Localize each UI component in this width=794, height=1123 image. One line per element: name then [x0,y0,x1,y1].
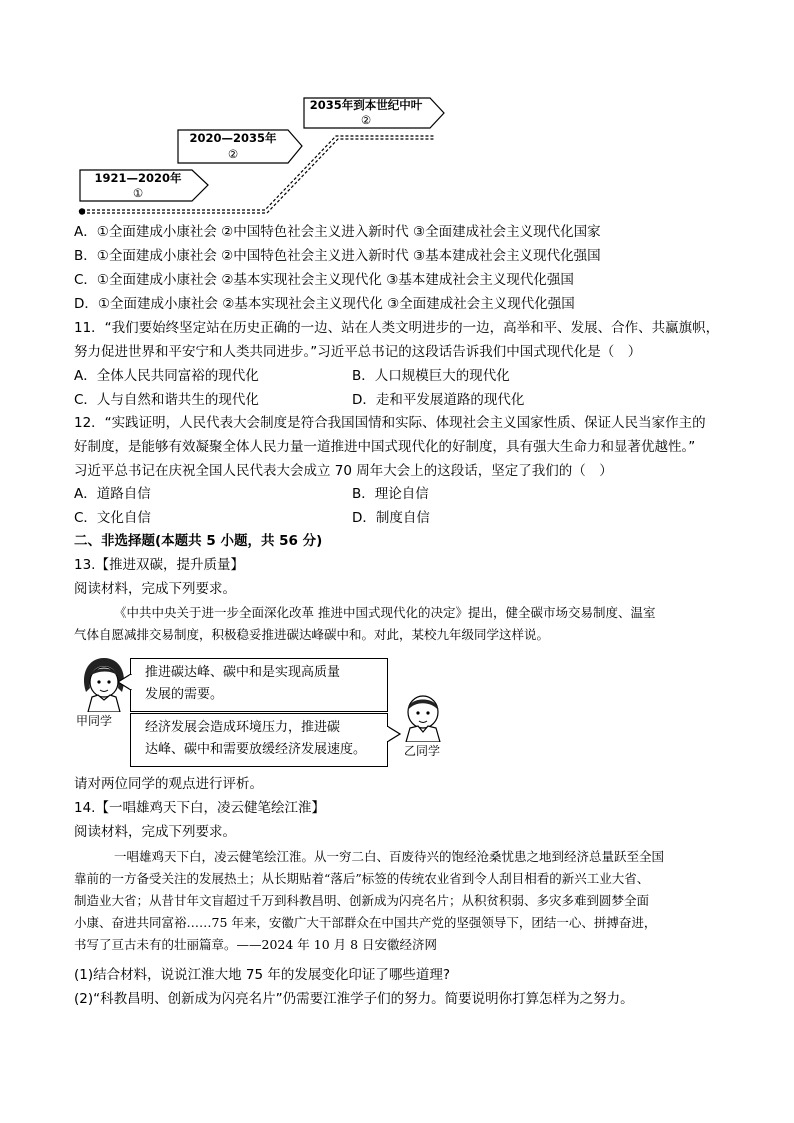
q12-stem-line3: 习近平总书记在庆祝全国人民代表大会成立 70 周年大会上的这段话，坚定了我们的（ ） [74,463,613,479]
q14-instruction: 阅读材料，完成下列要求。 [74,824,236,840]
q14-material [74,846,734,956]
timeline-figure [70,92,450,217]
q11-option-b: B．人口规模巨大的现代化 [352,368,510,384]
student-b-label: 乙同学 [404,744,441,758]
section2-title: 二、非选择题(本题共 5 小题，共 56 分) [74,533,323,549]
stage3-mark: ② [360,113,372,127]
student-b-speech-line2: 达峰、碳中和需要放缓经济发展速度。 [145,742,367,757]
student-a-label: 甲同学 [76,714,113,728]
q10-option-c: C．①全面建成小康社会 ②基本实现社会主义现代化 ③基本建成社会主义现代化强国 [74,272,574,288]
q14-material-line4: 小康、奋进共同富裕……75 年来，安徽广大干部群众在中国共产党的坚强领导下，团结一心、拼搏奋进， [74,915,657,930]
student-b-avatar [398,690,448,742]
q11-option-a: A．全体人民共同富裕的现代化 [74,368,259,384]
q14-material-line5: 书写了亘古未有的壮丽篇章。——2024 年 10 月 8 日安徽经济网 [74,937,438,952]
stage1-mark: ① [132,186,144,200]
q13-material-line1: 《中共中央关于进一步全面深化改革 推进中国式现代化的决定》提出，健全碳市场交易制度、温室 [114,605,656,620]
q11-option-d: D．走和平发展道路的现代化 [352,392,525,408]
student-b-speech-line1: 经济发展会造成环境压力，推进碳 [145,720,341,735]
q12-stem-line2: 好制度，是能够有效凝聚全体人民力量一道推进中国式现代化的好制度，具有强大生命力和显著优越性。” [74,439,696,455]
q13-material-line2: 气体自愿减排交易制度，积极稳妥推进碳达峰碳中和。对此，某校九年级同学这样说。 [74,627,550,642]
student-b-speech [130,713,388,767]
q11-stem-line2: 努力促进世界和平安宁和人类共同进步。”习近平总书记的这段话告诉我们中国式现代化是（ ） [74,344,642,360]
q14-material-line2: 靠前的一方备受关注的发展热土；从长期贴着“落后”标签的传统农业省到令人刮目相看的新兴工业大省、 [74,871,650,886]
stage2-period: 2020—2035年 [189,131,277,145]
q10-option-d: D．①全面建成小康社会 ②基本实现社会主义现代化 ③全面建成社会主义现代化强国 [74,296,575,312]
stage2-mark: ② [227,147,239,161]
q13-material [74,602,734,646]
q14-material-line1: 一唱雄鸡天下白，凌云健笔绘江淮。从一穷二白、百废待兴的饱经沧桑忧患之地到经济总量跃至全国 [114,849,665,864]
q12-option-d: D．制度自信 [352,510,430,526]
stage1-period: 1921—2020年 [94,171,182,185]
q14-sub2: (2)“科教昌明、创新成为闪亮名片”仍需要江淮学子们的努力。简要说明你打算怎样为之努力。 [74,991,634,1007]
q13-title: 13.【推进双碳，提升质量】 [74,557,244,573]
q14-title: 14.【一唱雄鸡天下白，凌云健笔绘江淮】 [74,800,325,816]
student-a-speech-line1: 推进碳达峰、碳中和是实现高质量 [145,665,341,680]
stage3-period: 2035年到本世纪中叶 [309,98,423,112]
student-a-speech-line2: 发展的需要。 [145,687,224,702]
q12-option-a: A．道路自信 [74,486,151,502]
q12-option-b: B．理论自信 [352,486,429,502]
q14-sub1: (1)结合材料，说说江淮大地 75 年的发展变化印证了哪些道理? [74,967,451,983]
q12-stem-line1: 12．“实践证明，人民代表大会制度是符合我国国情和实际、体现社会主义国家性质、保证人民当家作主的 [74,415,706,431]
q14-material-line3: 制造业大省；从昔甘年文盲超过千万到科教昌明、创新成为闪亮名片；从积贫积弱、多灾多难到圆梦全面 [74,893,650,908]
student-a-speech [130,658,388,712]
q11-option-c: C．人与自然和谐共生的现代化 [74,392,259,408]
q10-option-b: B．①全面建成小康社会 ②中国特色社会主义进入新时代 ③基本建成社会主义现代化强国 [74,248,601,264]
student-a-speech-tail [118,674,132,690]
q13-instruction: 阅读材料，完成下列要求。 [74,581,236,597]
timeline-start-dot [79,208,85,214]
q12-option-c: C．文化自信 [74,510,151,526]
q10-option-a: A．①全面建成小康社会 ②中国特色社会主义进入新时代 ③全面建成社会主义现代化国家 [74,224,601,240]
q11-stem-line1: 11．“我们要始终坚定站在历史正确的一边、站在人类文明进步的一边，高举和平、发展、合作、共赢旗帜， [74,320,720,336]
q13-task: 请对两位同学的观点进行评析。 [74,776,263,792]
